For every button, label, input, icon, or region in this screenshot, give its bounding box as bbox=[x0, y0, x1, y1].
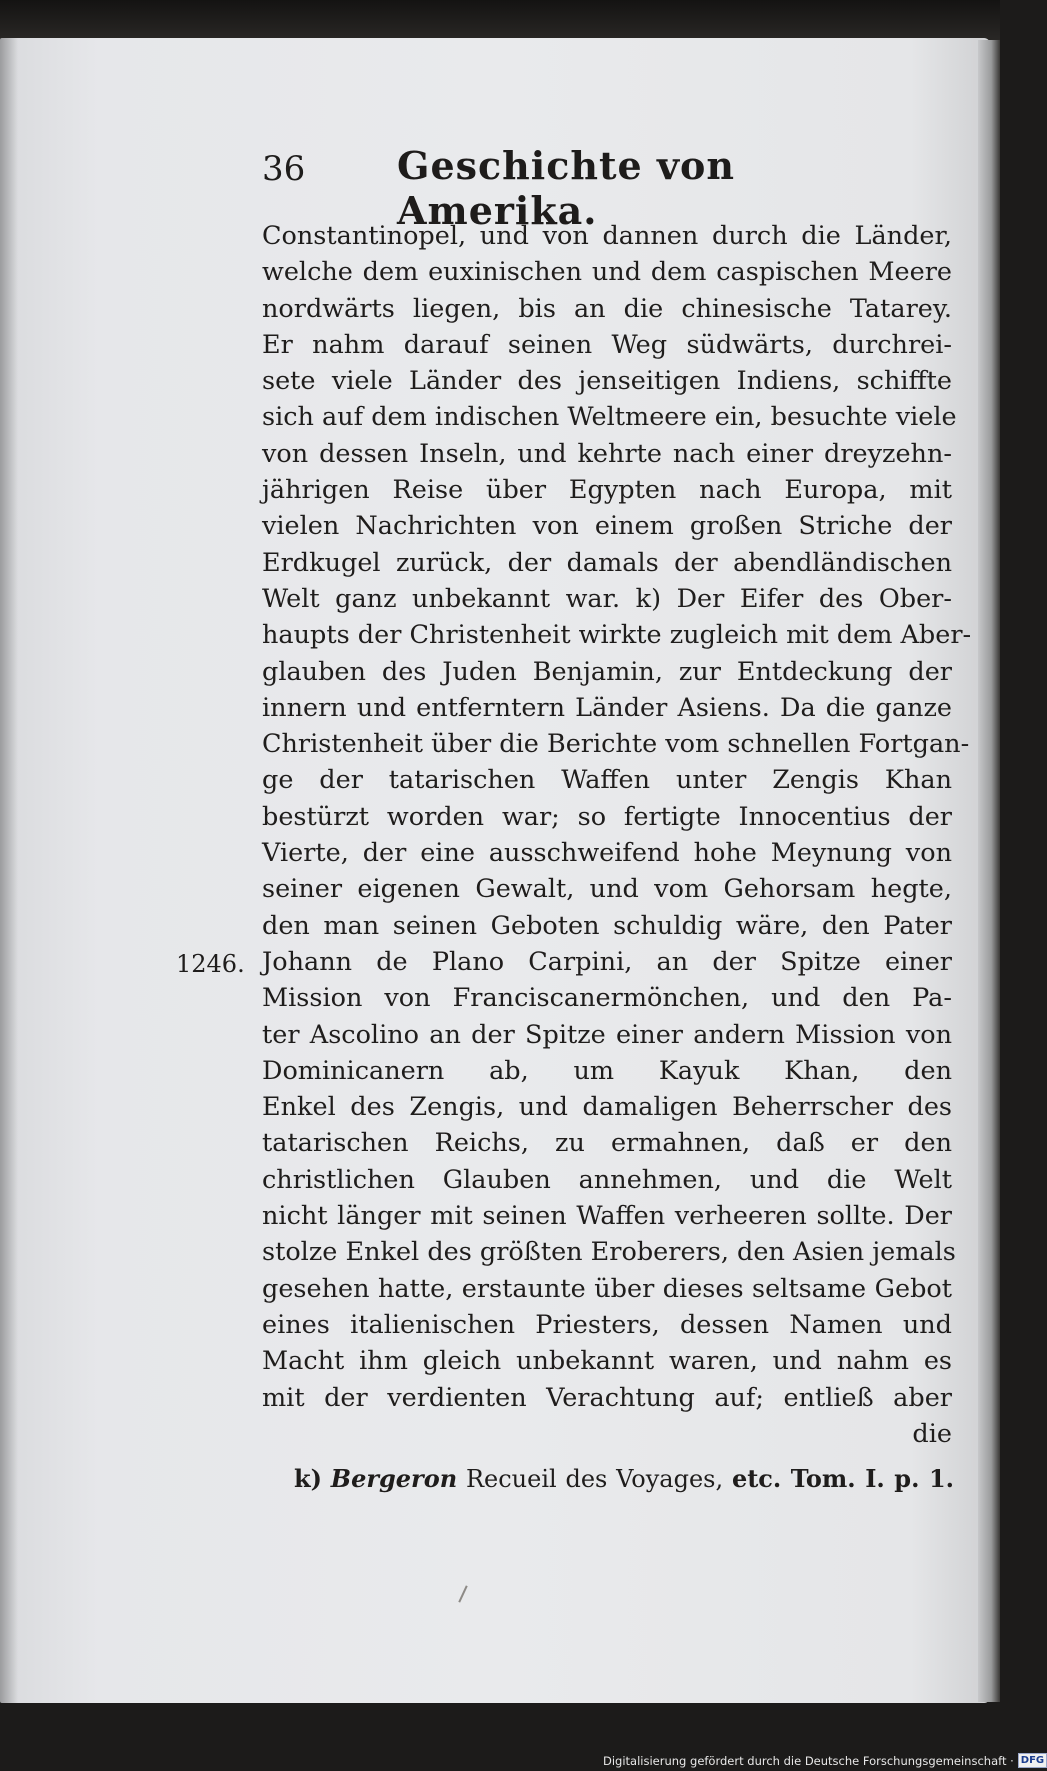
text-line: tatarischen Reichs, zu ermahnen, daß er den bbox=[262, 1128, 952, 1159]
text-line: Christenheit über die Berichte vom schnellen Fortgan- bbox=[262, 729, 970, 760]
text-line: jährigen Reise über Egypten nach Europa, mit bbox=[262, 475, 952, 506]
text-line: welche dem euxinischen und dem caspischen Meere bbox=[262, 257, 952, 288]
footnote-marker: k) bbox=[294, 1464, 322, 1493]
text-line: mit der verdienten Verachtung auf; entließ aber bbox=[262, 1382, 952, 1413]
text-line: Johann de Plano Carpini, an der Spitze einer bbox=[262, 946, 952, 977]
text-line: Erdkugel zurück, der damals der abendländischen bbox=[262, 547, 952, 578]
text-line: christlichen Glauben annehmen, und die Welt bbox=[262, 1164, 952, 1195]
footnote bbox=[294, 1464, 954, 1493]
text-line: sich auf dem indischen Weltmeere ein, besuchte viele bbox=[262, 402, 957, 433]
footnote-reference: etc. Tom. I. p. 1. bbox=[731, 1464, 955, 1493]
text-line: sete viele Länder des jenseitigen Indiens, schiffte bbox=[262, 366, 952, 397]
dfg-logo-icon: DFG bbox=[1018, 1753, 1047, 1768]
text-line: Dominicanern ab, um Kayuk Khan, den bbox=[262, 1055, 952, 1086]
text-line: eines italienischen Priesters, dessen Namen und bbox=[262, 1309, 952, 1340]
page-number: 36 bbox=[262, 149, 306, 189]
text-line: ge der tatarischen Waffen unter Zengis Khan bbox=[262, 765, 952, 796]
text-line: Welt ganz unbekannt war. k) Der Eifer des Ober- bbox=[262, 583, 952, 614]
digitization-credit bbox=[603, 1752, 1045, 1769]
text-line: Er nahm darauf seinen Weg südwärts, durchrei- bbox=[262, 329, 952, 360]
text-line: gesehen hatte, erstaunte über dieses seltsame Gebot bbox=[262, 1273, 952, 1304]
text-line: haupts der Christenheit wirkte zugleich mit dem Aber- bbox=[262, 620, 972, 651]
margin-year-note: 1246. bbox=[176, 950, 245, 978]
text-line: Mission von Franciscanermönchen, und den Pa- bbox=[262, 983, 952, 1014]
text-line: den man seinen Geboten schuldig wäre, den Pater bbox=[262, 910, 952, 941]
text-line: von dessen Inseln, und kehrte nach einer dreyzehn- bbox=[262, 438, 952, 469]
page-edge bbox=[978, 40, 1000, 1702]
credit-text: Digitalisierung gefördert durch die Deutsche Forschungsgemeinschaft · bbox=[603, 1753, 1014, 1768]
footnote-author: Bergeron bbox=[330, 1464, 458, 1493]
text-line: Enkel des Zengis, und damaligen Beherrscher des bbox=[262, 1092, 952, 1123]
text-line: nicht länger mit seinen Waffen verheeren sollte. Der bbox=[262, 1201, 952, 1232]
text-line: nordwärts liegen, bis an die chinesische Tatarey. bbox=[262, 293, 952, 324]
text-line: ter Ascolino an der Spitze einer andern Mission von bbox=[262, 1019, 952, 1050]
catchword: die bbox=[912, 1418, 952, 1449]
footnote-title: Recueil des Voyages, bbox=[465, 1465, 724, 1493]
text-line: Constantinopel, und von dannen durch die Länder, bbox=[262, 221, 952, 251]
running-title: Geschichte von Amerika. bbox=[397, 143, 736, 233]
text-line: Macht ihm gleich unbekannt waren, und nahm es bbox=[262, 1346, 952, 1377]
text-line: innern und entferntern Länder Asiens. Da die ganze bbox=[262, 692, 952, 723]
body-text bbox=[262, 218, 972, 1452]
scan-top-edge bbox=[0, 0, 1000, 42]
gutter-shadow bbox=[0, 38, 18, 1703]
text-line: glauben des Juden Benjamin, zur Entdeckung der bbox=[262, 656, 952, 687]
page-header bbox=[262, 143, 822, 233]
text-line: seiner eigenen Gewalt, und vom Gehorsam hegte, bbox=[262, 874, 952, 905]
text-line: bestürzt worden war; so fertigte Innocentius der bbox=[262, 801, 952, 832]
text-line: vielen Nachrichten von einem großen Striche der bbox=[262, 511, 952, 542]
text-line: stolze Enkel des größten Eroberers, den Asien jemals bbox=[262, 1237, 956, 1268]
text-line: Vierte, der eine ausschweifend hohe Meynung von bbox=[262, 838, 952, 869]
